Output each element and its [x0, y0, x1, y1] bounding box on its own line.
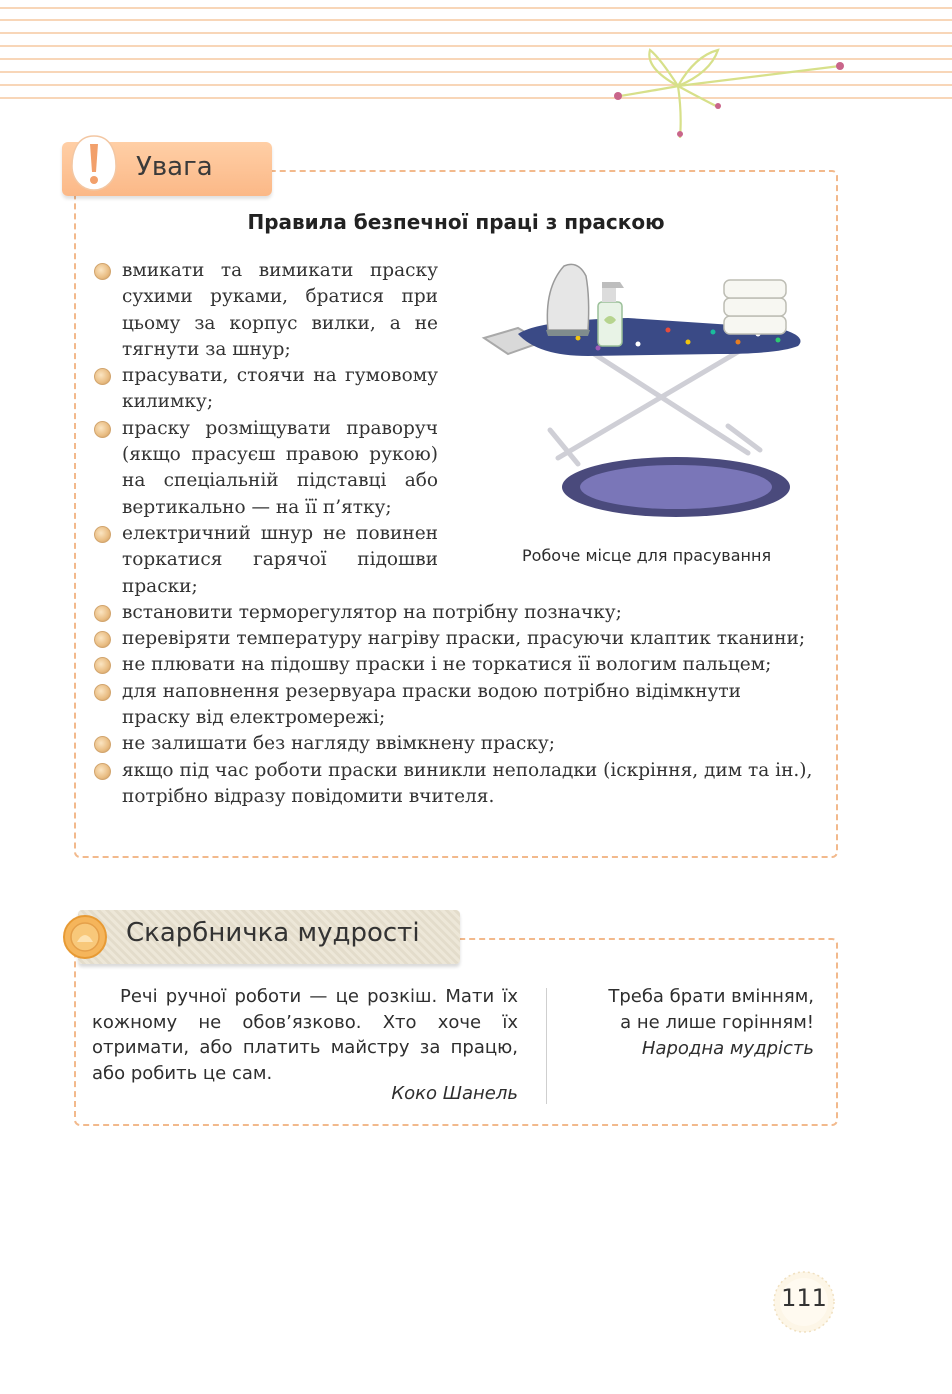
- quote-chanel: [92, 984, 518, 1086]
- quote-folk-line1: Треба брати вмінням,: [608, 986, 814, 1007]
- bullet-icon: [94, 421, 111, 438]
- wisdom-tab-label: Скарбничка мудрості: [126, 918, 420, 948]
- list-item: не плювати на підошву праски і не торкатися її вологим пальцем;: [94, 652, 814, 678]
- bullet-icon: [94, 657, 111, 674]
- list-item: для наповнення резервуара праски водою потрібно відімкнути праску від електромережі;: [94, 679, 814, 732]
- bullet-icon: [94, 526, 111, 543]
- list-item: вмикати та вимикати праску сухими руками, братися при цьому за корпус вилки, а не тягнути за шнур;: [94, 258, 814, 363]
- list-item: прасувати, стоячи на гумовому килимку;: [94, 363, 814, 416]
- rules-title: Правила безпечної праці з праскою: [247, 210, 665, 234]
- list-item: електричний шнур не повинен торкатися гарячої підошви праски;: [94, 521, 814, 600]
- warning-tab-label: Увага: [136, 152, 213, 182]
- bullet-icon: [94, 684, 111, 701]
- bullet-icon: [94, 263, 111, 280]
- list-item: не залишати без нагляду ввімкнену праску;: [94, 731, 814, 757]
- list-item: якщо під час роботи праски виникли неполадки (іскріння, дим та ін.), потрібно відразу повідомити вчителя.: [94, 758, 814, 811]
- list-item: перевіряти температуру нагріву праски, прасуючи клаптик тканини;: [94, 626, 814, 652]
- quote-divider: [546, 988, 547, 1104]
- quote-chanel-text: Речі ручної роботи — це розкіш. Мати їх кожному не обов’язково. Хто хоче їх отримати, або платить майстру за працю, або робить це сам.: [92, 986, 518, 1084]
- quote-folk: [608, 984, 814, 1035]
- bullet-icon: [94, 605, 111, 622]
- quote-folk-author: Народна мудрість: [641, 1038, 814, 1059]
- bullet-icon: [94, 736, 111, 753]
- bullet-icon: [94, 368, 111, 385]
- exclamation-icon: [70, 134, 118, 192]
- list-item: встановити терморегулятор на потрібну позначку;: [94, 600, 814, 626]
- quote-folk-line2: а не лише горінням!: [620, 1011, 814, 1033]
- bullet-icon: [94, 631, 111, 648]
- list-item: праску розміщувати праворуч (якщо прасуєш правою рукою) на спеціальній підставці або вертикально — на її п’ятку;: [94, 416, 814, 521]
- ironing-board-illustration: [478, 258, 818, 528]
- quote-chanel-author: Коко Шанель: [391, 1083, 518, 1104]
- bullet-icon: [94, 763, 111, 780]
- coin-icon: [62, 914, 108, 960]
- page-number: 111: [781, 1284, 827, 1312]
- image-caption: Робоче місце для прасування: [522, 546, 772, 565]
- bow-icon: [600, 38, 860, 148]
